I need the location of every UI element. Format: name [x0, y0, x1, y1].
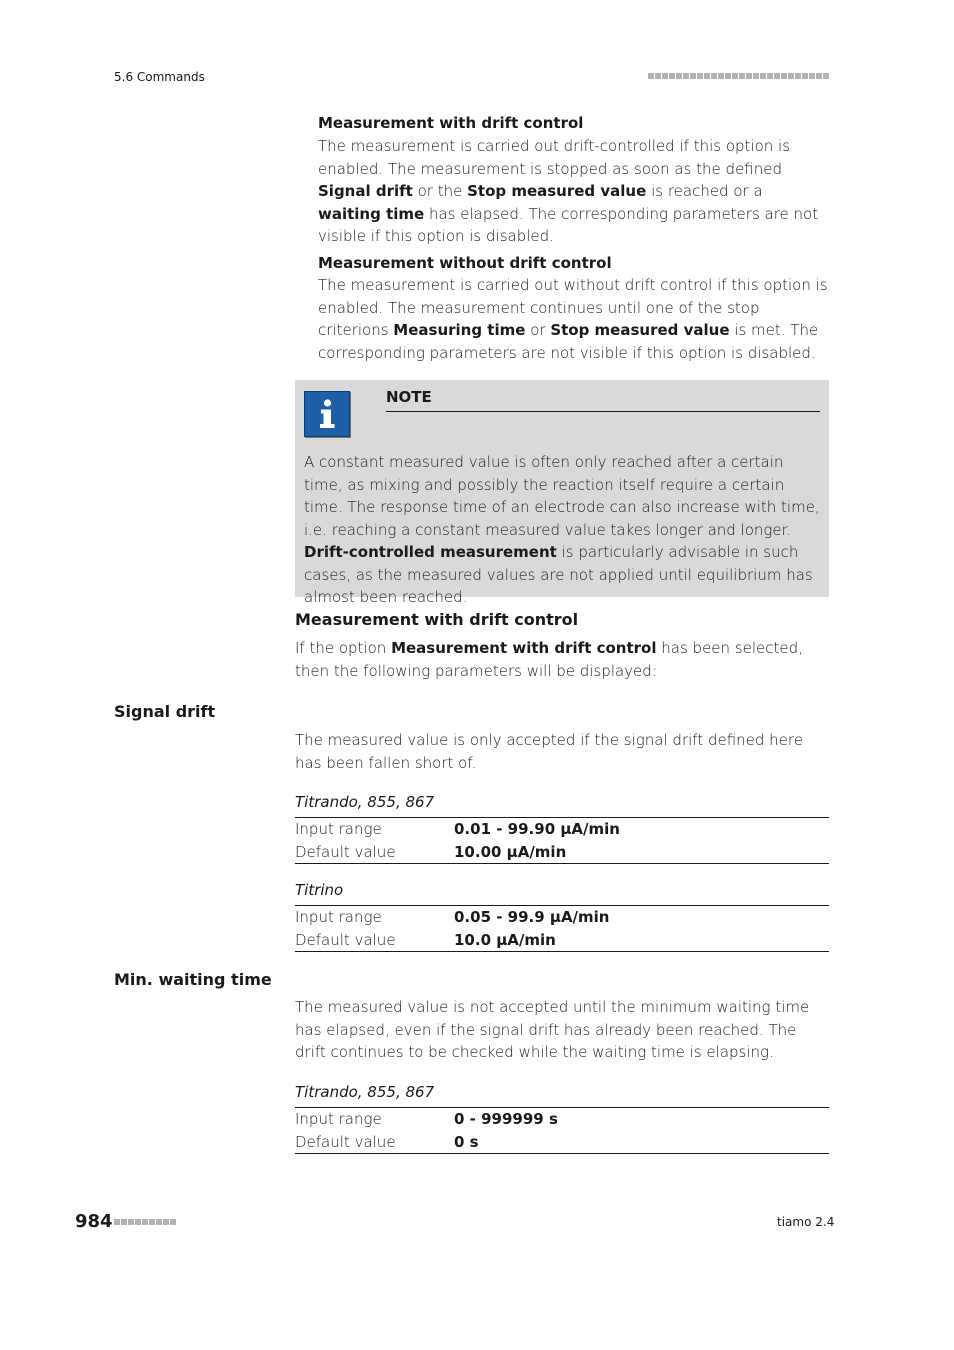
table-key: Input range [295, 820, 382, 838]
decoration-square [648, 73, 654, 79]
parameter-description-signal-drift: The measured value is only accepted if the signal drift defined here has been fallen short of. [295, 731, 803, 772]
decoration-square [795, 73, 801, 79]
decoration-square [149, 1219, 155, 1225]
table-key: Input range [295, 908, 382, 926]
table-caption: Titrando, 855, 867 [295, 1083, 435, 1101]
parameter-label-signal-drift: Signal drift [114, 702, 216, 721]
decoration-square [135, 1219, 141, 1225]
decoration-square [718, 73, 724, 79]
decoration-square [156, 1219, 162, 1225]
table-row [295, 929, 829, 952]
table-value: 10.0 µA/min [454, 930, 556, 949]
decoration-square [781, 73, 787, 79]
table-row [295, 818, 829, 841]
table-row [295, 1131, 829, 1154]
decoration-square [697, 73, 703, 79]
decoration-square [760, 73, 766, 79]
note-label: NOTE [386, 388, 432, 406]
table-key: Default value [295, 930, 396, 949]
decoration-square [767, 73, 773, 79]
page-number: 984 [75, 1211, 113, 1232]
decoration-square [669, 73, 675, 79]
decoration-square [774, 73, 780, 79]
table-value: 0.05 - 99.9 µA/min [454, 908, 610, 926]
table-value: 0 s [454, 1132, 479, 1151]
decoration-square [704, 73, 710, 79]
decoration-square [725, 73, 731, 79]
note-divider [386, 411, 820, 412]
parameter-table [295, 905, 829, 952]
decoration-square [739, 73, 745, 79]
decoration-square [121, 1219, 127, 1225]
parameter-label-min-waiting-time: Min. waiting time [114, 970, 272, 989]
decoration-square [823, 73, 829, 79]
decoration-square [142, 1219, 148, 1225]
option-title-with-drift: Measurement with drift control [318, 114, 584, 132]
table-key: Input range [295, 1110, 382, 1128]
option-description-without-drift: The measurement is carried out without drift control if this option is enabled. The measurement continues until one of the stop criterions Measuring time or Stop measured value is met. The corresponding parameters are not visible if this option is disabled. [318, 276, 828, 362]
table-row [295, 906, 829, 929]
decoration-square [690, 73, 696, 79]
decoration-square [711, 73, 717, 79]
option-title-without-drift: Measurement without drift control [318, 254, 612, 272]
decoration-square [788, 73, 794, 79]
decoration-square [128, 1219, 134, 1225]
table-row [295, 841, 829, 864]
section-intro-drift-control: If the option Measurement with drift control has been selected, then the following parameters will be displayed: [295, 639, 803, 680]
option-description-with-drift: The measurement is carried out drift-controlled if this option is enabled. The measurement is stopped as soon as the defined Signal drift or the Stop measured value is reached or a waiting time has elapsed. The corresponding parameters are not visible if this option is disabled. [318, 137, 819, 245]
decoration-square [114, 1219, 120, 1225]
table-value: 0 - 999999 s [454, 1110, 558, 1128]
decoration-square [816, 73, 822, 79]
table-key: Default value [295, 1132, 396, 1151]
note-text: A constant measured value is often only reached after a certain time, as mixing and possibly the reaction itself require a certain time. The response time of an electrode can also increase with time, i.e. reaching a constant measured value takes longer and longer. Drift-controlled measurement is particularly advisable in such cases, as the measured values are not applied until equilibrium has almost been reached. [304, 453, 820, 606]
product-name: tiamo 2.4 [777, 1215, 835, 1229]
table-caption: Titrino [295, 881, 344, 899]
table-row [295, 1108, 829, 1131]
decoration-square [732, 73, 738, 79]
table-value: 0.01 - 99.90 µA/min [454, 820, 620, 838]
decoration-square [683, 73, 689, 79]
decoration-square [655, 73, 661, 79]
note-box [295, 380, 829, 606]
table-caption: Titrando, 855, 867 [295, 793, 435, 811]
header-decoration [648, 73, 829, 79]
decoration-square [809, 73, 815, 79]
table-key: Default value [295, 842, 396, 861]
running-header-section: 5.6 Commands [114, 70, 205, 84]
decoration-square [163, 1219, 169, 1225]
decoration-square [746, 73, 752, 79]
decoration-square [170, 1219, 176, 1225]
parameter-description-min-waiting-time: The measured value is not accepted until the minimum waiting time has elapsed, even if the signal drift has already been reached. The drift continues to be checked while the waiting time is elapsing. [295, 998, 810, 1061]
decoration-square [676, 73, 682, 79]
decoration-square [753, 73, 759, 79]
parameter-table [295, 817, 829, 864]
parameter-table [295, 1107, 829, 1154]
decoration-square [802, 73, 808, 79]
table-value: 10.00 µA/min [454, 842, 567, 861]
section-title-drift-control: Measurement with drift control [295, 610, 579, 629]
footer-decoration [114, 1219, 176, 1225]
decoration-square [662, 73, 668, 79]
info-icon [304, 391, 350, 437]
